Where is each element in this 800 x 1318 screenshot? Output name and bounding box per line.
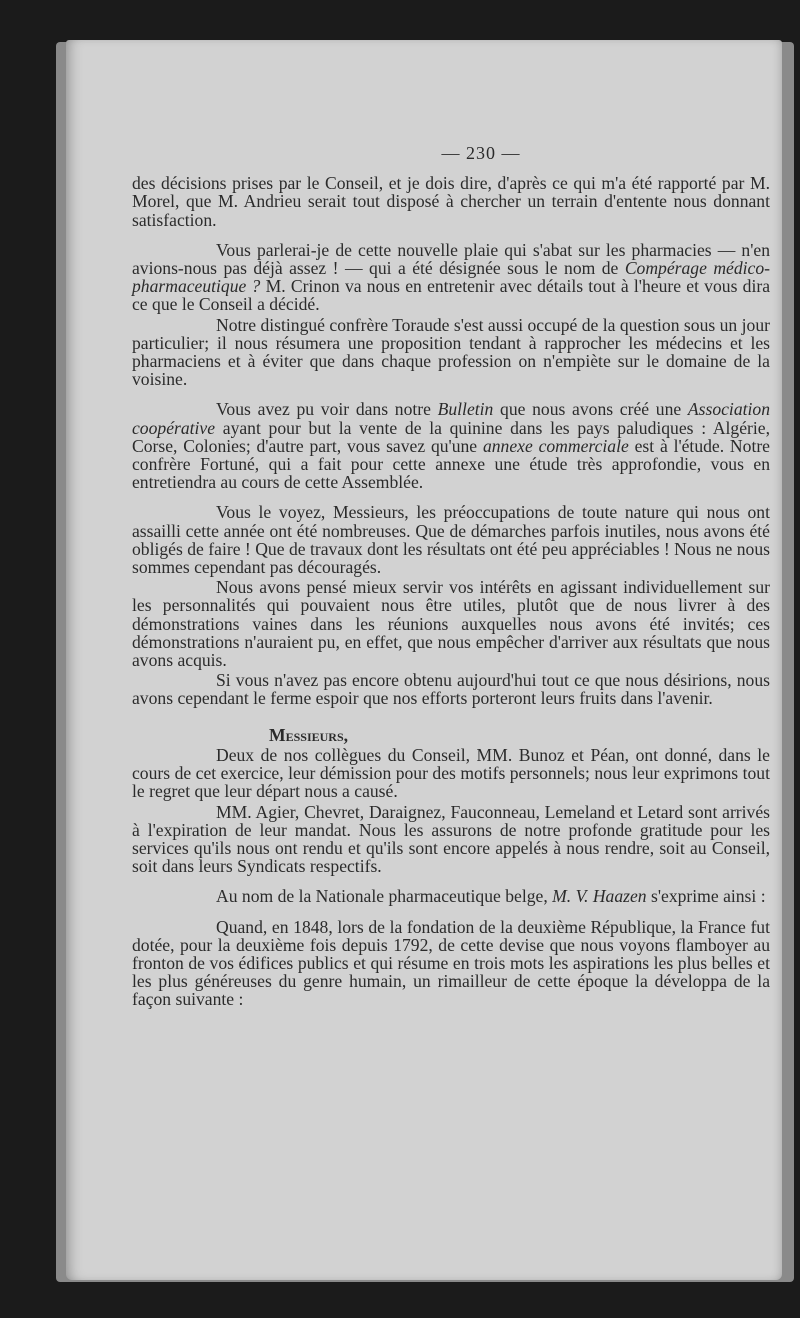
paragraph-2-text-a: Vous parlerai-je de cette nouvelle plaie qui s'abat sur les pharmacies — n'en avions-nous pas déjà assez ! — qui a été désignée sous le nom de bbox=[132, 239, 770, 279]
paragraph-8: Deux de nos collègues du Conseil, MM. Bunoz et Péan, ont donné, dans le cours de cet exercice, leur démission pour des motifs personnels; nous leur exprimons tout le regret que leur départ nous a causé. bbox=[132, 744, 770, 802]
paragraph-2-text-b: M. Crinon va nous en entretenir avec détails tout à l'heure et vous dira ce que le Conseil a décidé. bbox=[132, 276, 770, 315]
paragraph-7: Si vous n'avez pas encore obtenu aujourd'hui tout ce que nous désirions, nous avons cependant le ferme espoir que nos efforts porteront leurs fruits dans l'avenir. bbox=[132, 670, 770, 709]
section-heading: Messieurs, bbox=[269, 724, 349, 745]
paragraph-3: Notre distingué confrère Toraude s'est aussi occupé de la question sous un jour particulier; il nous résumera une proposition tendant à rapprocher les médecins et les pharmaciens et à éviter que dans chaque profession on n'empiète sur le domaine de la voisine. bbox=[132, 314, 770, 390]
page-number: — 230 — bbox=[441, 143, 521, 163]
paragraph-4-italic-b: Association coopérative bbox=[132, 399, 770, 438]
paragraph-4-text-c: ayant pour but la vente de la quinine dans les pays paludiques : Algérie, Corse, Colonies; d'autre part, vous savez qu'une bbox=[132, 417, 770, 456]
paragraph-11: Quand, en 1848, lors de la fondation de la deuxième République, la France fut dotée, pour la deuxième fois depuis 1792, de cette devise que nous voyons flamboyer au fronton de vos édifices publics et qui résume en trois mots les aspirations les plus belles et les plus généreuses du genre humain, un rimailleur de cette époque la développa de la façon suivante : bbox=[132, 916, 770, 1010]
paragraph-2 bbox=[132, 241, 770, 314]
paragraph-5: Vous le voyez, Messieurs, les préoccupations de toute nature qui nous ont assailli cette année ont été nombreuses. Que de démarches parfois inutiles, nous avons été obligés de faire ! Que de travaux dont les résultats ont été peu appréciables ! Nous ne nous sommes cependant pas découragés. bbox=[132, 502, 770, 578]
paragraph-10-text-b: s'exprime ainsi : bbox=[646, 886, 766, 907]
paragraph-10 bbox=[132, 887, 770, 905]
page-text bbox=[132, 144, 770, 1009]
paragraph-10-text-a: Au nom de la Nationale pharmaceutique belge, bbox=[216, 886, 553, 907]
paragraph-2-italic: Compérage médico-pharmaceutique ? bbox=[132, 258, 771, 297]
paragraph-1: des décisions prises par le Conseil, et je dois dire, d'après ce qui m'a été rapporté par M. Morel, que M. Andrieu serait tout disposé à chercher un terrain d'entente nous donnant satisfaction. bbox=[132, 173, 770, 230]
paragraph-10-italic: M. V. Haazen bbox=[552, 886, 647, 907]
paragraph-6: Nous avons pensé mieux servir vos intérêts en agissant individuellement sur les personnalités qui pouvaient nous être utiles, plutôt que de nous livrer à des démonstrations vaines dans les réunions auxquelles nous avons été invités; ces démonstrations n'auraient pu, en effet, que nous empêcher d'arriver aux résultats que nous avons acquis. bbox=[132, 577, 770, 671]
paragraph-4-text-a: Vous avez pu voir dans notre bbox=[216, 399, 438, 420]
paragraph-4-italic-c: annexe commerciale bbox=[482, 435, 629, 456]
paragraph-4-text-b: que nous avons créé une bbox=[493, 399, 688, 420]
paragraph-9: MM. Agier, Chevret, Daraignez, Fauconneau, Lemeland et Letard sont arrivés à l'expiration de leur mandat. Nous les assurons de notre profonde gratitude pour les services qu'ils nous ont rendu et qu'ils sont encore appelés à nous rendre, soit au Conseil, soit dans leurs Syndicats respectifs. bbox=[132, 801, 770, 877]
paragraph-4-italic-a: Bulletin bbox=[437, 399, 494, 420]
paragraph-4 bbox=[132, 400, 770, 491]
paragraph-4-text-d: est à l'étude. Notre confrère Fortuné, qui a fait pour cette annexe une étude très approfondie, vous en entretiendra au cours de cette Assemblée. bbox=[132, 435, 770, 493]
